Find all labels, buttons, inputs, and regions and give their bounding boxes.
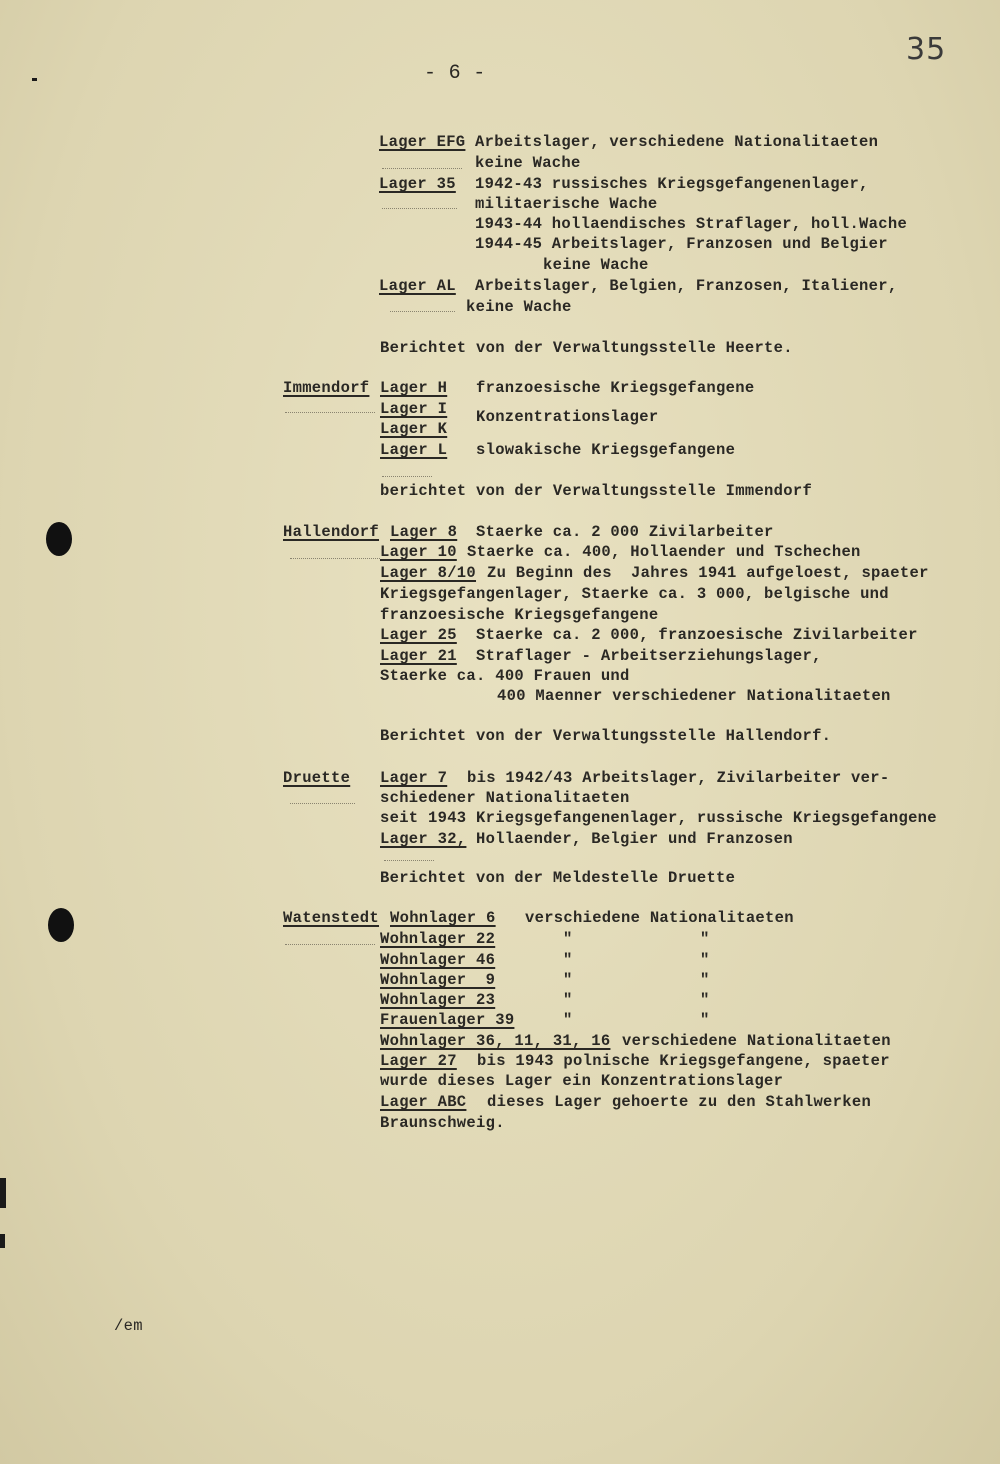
camp-description: bis 1943 polnische Kriegsgefangene, spaeter	[477, 1052, 890, 1070]
camp-description: keine Wache	[475, 154, 581, 172]
camp-description: keine Wache	[466, 298, 572, 316]
dotted-leader	[382, 168, 462, 169]
page-number: 35	[906, 32, 947, 67]
camp-label: Lager 21	[380, 647, 457, 665]
ditto-mark: "	[700, 971, 710, 989]
place-name: Druette	[283, 769, 351, 787]
camp-description: bis 1942/43 Arbeitslager, Zivilarbeiter ver-	[467, 769, 890, 787]
ditto-mark: "	[700, 1011, 710, 1029]
camp-label: Lager L	[380, 441, 448, 459]
report-source: Berichtet von der Meldestelle Druette	[380, 869, 736, 887]
ditto-mark: "	[563, 951, 573, 969]
report-source: berichtet von der Verwaltungsstelle Immendorf	[380, 482, 813, 500]
ditto-mark: "	[700, 951, 710, 969]
dotted-leader	[390, 311, 455, 312]
punch-hole-bottom	[48, 908, 74, 942]
camp-description: Arbeitslager, verschiedene Nationalitaeten	[475, 133, 879, 151]
camp-label: Lager 8/10	[380, 564, 477, 582]
camp-description: slowakische Kriegsgefangene	[476, 441, 736, 459]
camp-label: Lager 27	[380, 1052, 457, 1070]
camp-description: militaerische Wache	[475, 195, 658, 213]
margin-mark	[0, 1178, 6, 1208]
page-header: - 6 -	[424, 62, 486, 85]
camp-description: Straflager - Arbeitserziehungslager,	[476, 647, 822, 665]
punch-hole-top	[46, 522, 72, 556]
camp-label: Lager K	[380, 420, 448, 438]
camp-description: wurde dieses Lager ein Konzentrationslager	[380, 1072, 784, 1090]
camp-label: Lager 35	[379, 175, 456, 193]
camp-description: verschiedene Nationalitaeten	[622, 1032, 891, 1050]
camp-description: 400 Maenner verschiedener Nationalitaeten	[497, 687, 891, 705]
dotted-leader	[382, 476, 432, 477]
dotted-leader	[285, 944, 375, 945]
typist-initials: /em	[114, 1317, 143, 1335]
camp-label: Wohnlager 23	[380, 991, 496, 1009]
ditto-mark: "	[700, 991, 710, 1009]
camp-description: keine Wache	[543, 256, 649, 274]
dotted-leader	[285, 412, 375, 413]
camp-label: Lager 10	[380, 543, 457, 561]
camp-label: Lager ABC	[380, 1093, 467, 1111]
camp-description: 1942-43 russisches Kriegsgefangenenlager,	[475, 175, 869, 193]
ditto-mark: "	[563, 1011, 573, 1029]
place-name: Immendorf	[283, 379, 370, 397]
camp-description: verschiedene Nationalitaeten	[525, 909, 794, 927]
camp-description: franzoesische Kriegsgefangene	[476, 379, 755, 397]
camp-label: Wohnlager 36, 11, 31, 16	[380, 1032, 611, 1050]
camp-description: Kriegsgefangenlager, Staerke ca. 3 000, belgische und	[380, 585, 889, 603]
camp-description: dieses Lager gehoerte zu den Stahlwerken	[487, 1093, 872, 1111]
camp-label: Wohnlager 9	[380, 971, 496, 989]
camp-description: 1943-44 hollaendisches Straflager, holl.Wache	[475, 215, 908, 233]
camp-label: Lager 8	[390, 523, 458, 541]
camp-label: Wohnlager 46	[380, 951, 496, 969]
report-source: Berichtet von der Verwaltungsstelle Hallendorf.	[380, 727, 832, 745]
margin-mark	[0, 1234, 5, 1248]
ditto-mark: "	[700, 930, 710, 948]
dotted-leader	[382, 208, 457, 209]
camp-label: Lager EFG	[379, 133, 466, 151]
place-name: Hallendorf	[283, 523, 380, 541]
camp-description: Zu Beginn des Jahres 1941 aufgeloest, spaeter	[487, 564, 929, 582]
dotted-leader	[384, 860, 434, 861]
dotted-leader	[290, 803, 355, 804]
camp-label: Wohnlager 22	[380, 930, 496, 948]
camp-description: Braunschweig.	[380, 1114, 505, 1132]
camp-description: Arbeitslager, Belgien, Franzosen, Italiener,	[475, 277, 898, 295]
camp-label: Lager 7	[380, 769, 448, 787]
dotted-leader	[290, 558, 380, 559]
camp-label: Lager I	[380, 400, 448, 418]
camp-label: Lager 32,	[380, 830, 467, 848]
camp-label: Lager H	[380, 379, 448, 397]
camp-description: Staerke ca. 2 000, franzoesische Zivilarbeiter	[476, 626, 918, 644]
camp-description: Staerke ca. 400, Hollaender und Tschechen	[467, 543, 861, 561]
corner-mark	[32, 78, 37, 81]
camp-label: Lager 25	[380, 626, 457, 644]
camp-description: seit 1943 Kriegsgefangenenlager, russische Kriegsgefangene	[380, 809, 937, 827]
camp-description: schiedener Nationalitaeten	[380, 789, 630, 807]
report-source: Berichtet von der Verwaltungsstelle Heerte.	[380, 339, 793, 357]
camp-description: franzoesische Kriegsgefangene	[380, 606, 659, 624]
camp-description: 1944-45 Arbeitslager, Franzosen und Belgier	[475, 235, 888, 253]
camp-description: Konzentrationslager	[476, 408, 659, 426]
ditto-mark: "	[563, 971, 573, 989]
camp-description: Hollaender, Belgier und Franzosen	[476, 830, 793, 848]
camp-label: Lager AL	[379, 277, 456, 295]
ditto-mark: "	[563, 991, 573, 1009]
camp-description: Staerke ca. 2 000 Zivilarbeiter	[476, 523, 774, 541]
camp-label: Wohnlager 6	[390, 909, 496, 927]
camp-label: Frauenlager 39	[380, 1011, 515, 1029]
place-name: Watenstedt	[283, 909, 380, 927]
camp-description: Staerke ca. 400 Frauen und	[380, 667, 630, 685]
ditto-mark: "	[563, 930, 573, 948]
